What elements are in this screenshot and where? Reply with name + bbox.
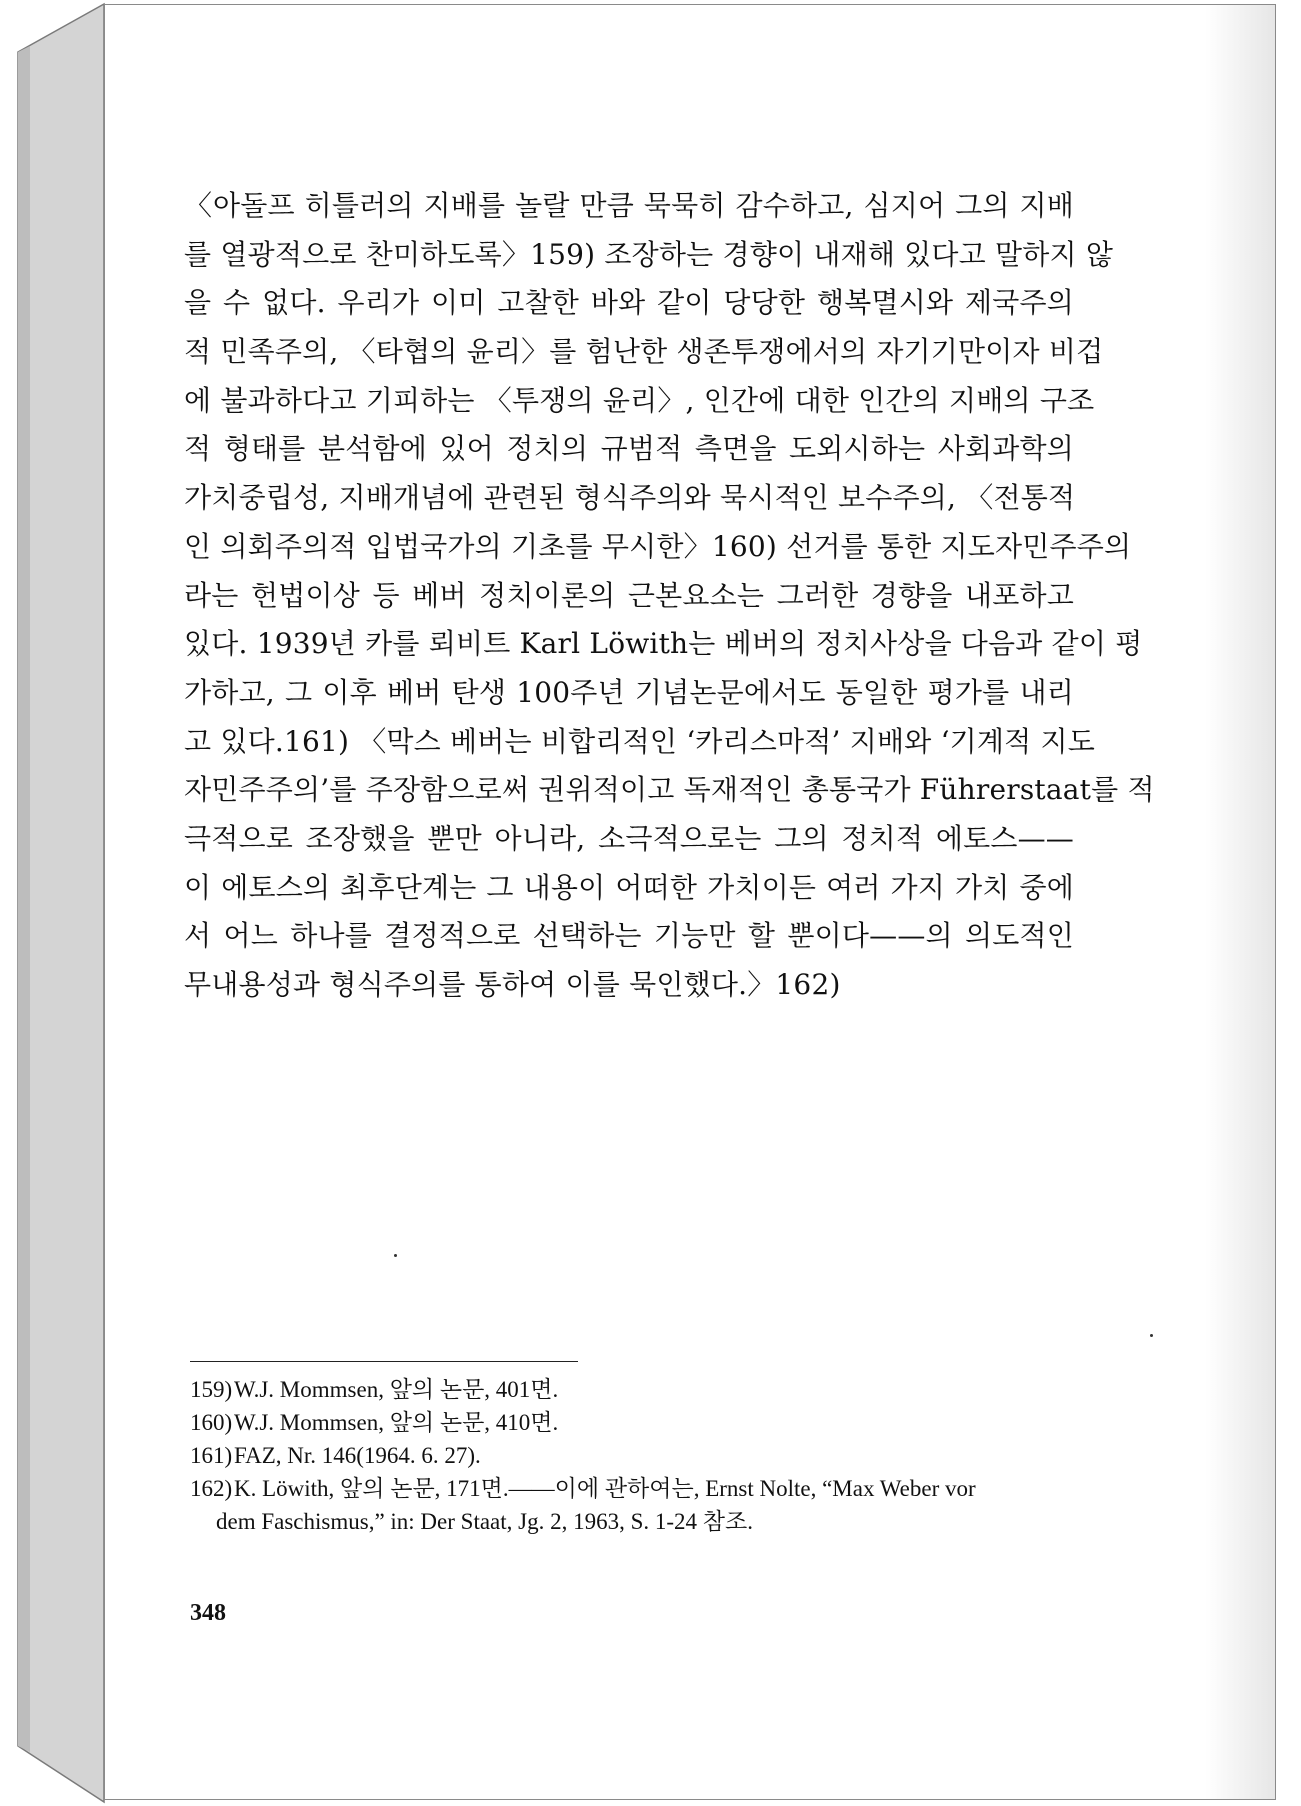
footnote-text: W.J. Mommsen, 앞의 논문, 410면.: [234, 1410, 559, 1435]
footnote-text: dem Faschismus,” in: Der Staat, Jg. 2, 1963, S. 1-24 참조.: [216, 1509, 753, 1534]
body-text: [184, 182, 1155, 1010]
footnote-162: [190, 1472, 1080, 1505]
text-line: 에 불과하다고 기피하는 〈투쟁의 윤리〉, 인간에 대한 인간의 지배의 구조: [184, 383, 1095, 417]
footnote-159: [190, 1373, 1080, 1406]
text-line: 적 형태를 분석함에 있어 정치의 규범적 측면을 도외시하는 사회과학의: [184, 432, 1074, 466]
footnote-number: 161): [190, 1443, 233, 1468]
text-line: 자민주주의’를 주장함으로써 권위적이고 독재적인 총통국가 Führerstaat를 적: [184, 773, 1155, 807]
footnote-text: W.J. Mommsen, 앞의 논문, 401면.: [234, 1377, 559, 1402]
page-shadow: [1205, 5, 1275, 1799]
text-line: 고 있다.161) 〈막스 베버는 비합리적인 ‘카리스마적’ 지배와 ‘기계적 지도: [184, 724, 1096, 758]
page-number: 348: [190, 1600, 226, 1626]
spine-face: [18, 4, 104, 1802]
footnote-number: 159): [190, 1377, 233, 1402]
text-line: 인 의회주의적 입법국가의 기초를 무시한〉160) 선거를 통한 지도자민주주의: [184, 529, 1132, 563]
text-line: 무내용성과 형식주의를 통하여 이를 묵인했다.〉162): [184, 968, 841, 1001]
text-line: 이 에토스의 최후단계는 그 내용이 어떠한 가치이든 여러 가지 가치 중에: [184, 870, 1074, 904]
text-line: 을 수 없다. 우리가 이미 고찰한 바와 같이 당당한 행복멸시와 제국주의: [184, 286, 1074, 320]
text-line: 〈아돌프 히틀러의 지배를 놀랄 만큼 묵묵히 감수하고, 심지어 그의 지배: [184, 189, 1074, 222]
footnote-160: [190, 1406, 1080, 1439]
spine-edge: [18, 46, 30, 1752]
scan-speck: [394, 1254, 397, 1257]
footnote-number: 162): [190, 1476, 233, 1501]
text-line: 서 어느 하나를 결정적으로 선택하는 기능만 할 뿐이다——의 의도적인: [184, 919, 1074, 953]
text-line: 적 민족주의, 〈타협의 윤리〉를 험난한 생존투쟁에서의 자기기만이자 비겁: [184, 335, 1104, 369]
scan-speck: [1150, 1334, 1153, 1337]
footnote-text: K. Löwith, 앞의 논문, 171면.——이에 관하여는, Ernst Nolte, “Max Weber vor: [234, 1476, 976, 1501]
footnote-161: [190, 1439, 1080, 1472]
text-line: 있다. 1939년 카를 뢰비트 Karl Löwith는 베버의 정치사상을 다음과 같이 평: [184, 627, 1143, 661]
footnote-text: FAZ, Nr. 146(1964. 6. 27).: [234, 1443, 481, 1468]
text-line: 라는 헌법이상 등 베버 정치이론의 근본요소는 그러한 경향을 내포하고: [184, 578, 1074, 612]
footnote-list: [190, 1373, 1080, 1538]
text-line: 가치중립성, 지배개념에 관련된 형식주의와 묵시적인 보수주의, 〈전통적: [184, 481, 1076, 515]
footnote-162-continuation: [190, 1505, 1080, 1538]
footnote-number: 160): [190, 1410, 233, 1435]
text-line: 를 열광적으로 찬미하도록〉159) 조장하는 경향이 내재해 있다고 말하지 않: [184, 237, 1114, 271]
text-line: 가하고, 그 이후 베버 탄생 100주년 기념논문에서도 동일한 평가를 내리: [184, 675, 1074, 709]
footnote-separator: [190, 1361, 578, 1362]
text-line: 극적으로 조장했을 뿐만 아니라, 소극적으로는 그의 정치적 에토스——: [184, 821, 1074, 855]
